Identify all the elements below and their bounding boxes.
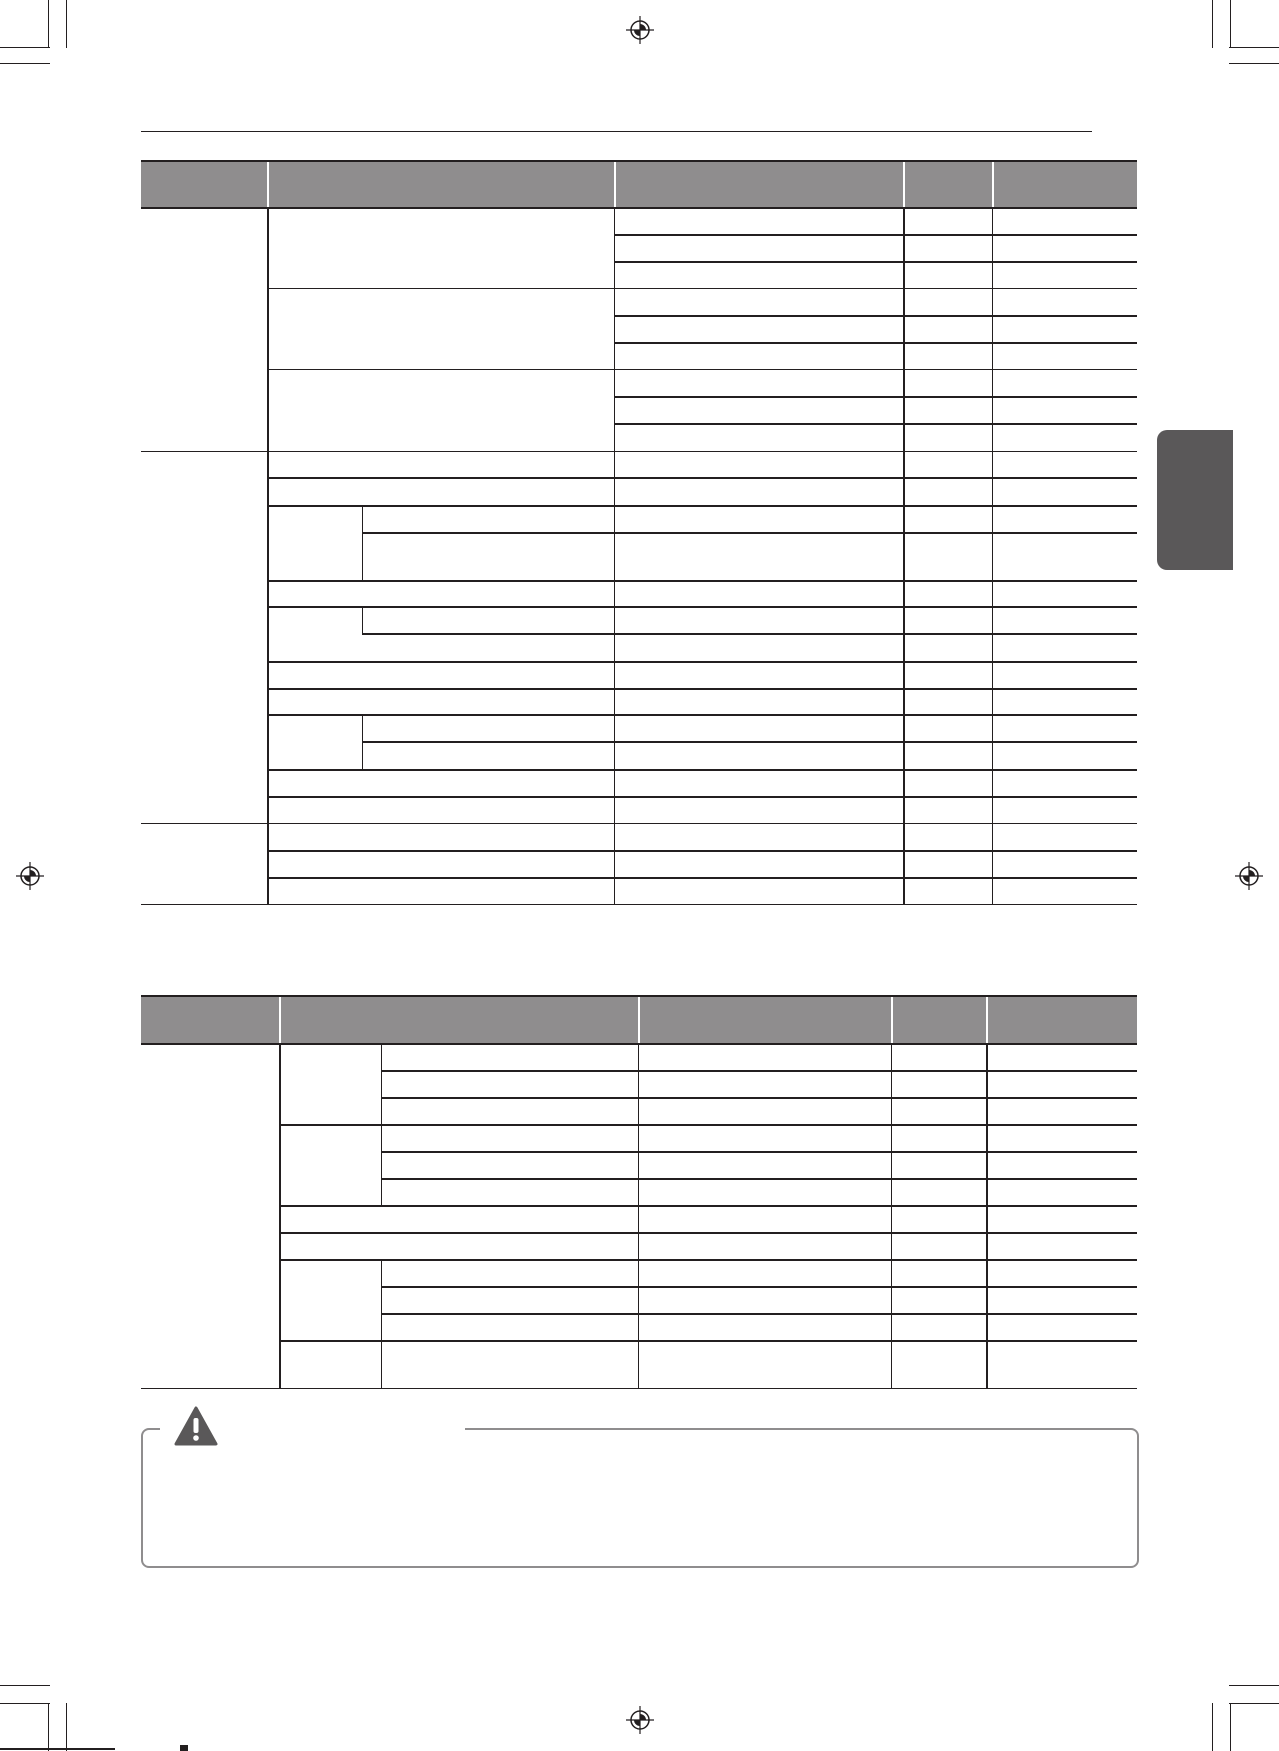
caution-box (141, 1428, 1139, 1568)
top-rule (141, 131, 1092, 132)
registration-crosshair-icon (16, 862, 44, 890)
table-1-header (141, 161, 1137, 208)
registration-crosshair-icon (626, 16, 654, 44)
section-side-tab (1157, 430, 1233, 570)
registration-crosshair-icon (626, 1706, 654, 1734)
warning-triangle-icon (174, 1406, 218, 1446)
registration-crosshair-icon (1235, 862, 1263, 890)
